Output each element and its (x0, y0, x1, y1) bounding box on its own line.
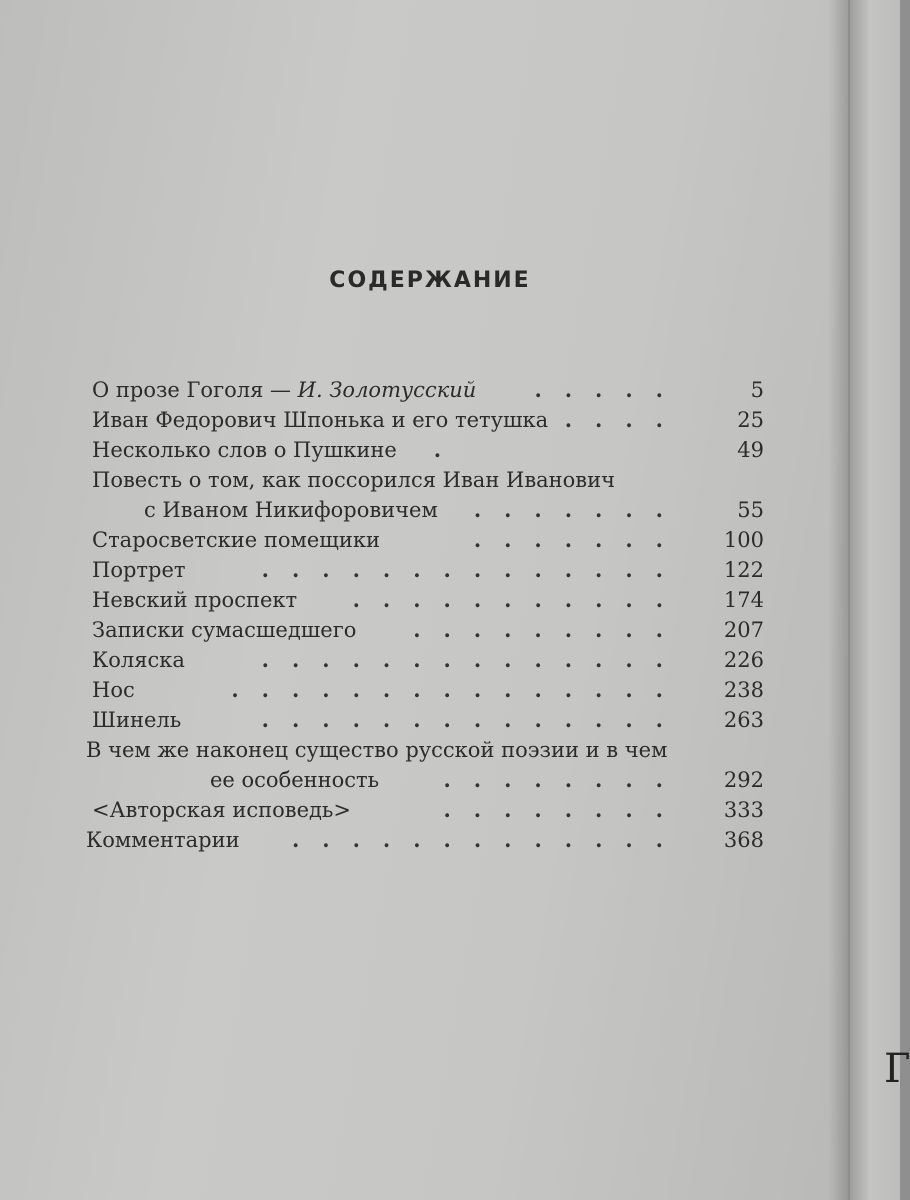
toc-entry (92, 525, 764, 555)
toc-entry (92, 465, 764, 495)
toc-leader-dots: ..... (534, 377, 686, 402)
toc-leader-dots: . (433, 437, 464, 462)
toc-leader-dots: .............. (261, 707, 686, 732)
toc-entry-page: 25 (737, 408, 764, 432)
toc-entry-label: Невский проспект (92, 588, 298, 612)
adjacent-page-letter: Г (884, 1046, 910, 1092)
toc-entry (92, 705, 764, 735)
toc-entry (92, 795, 764, 825)
toc-leader-dots: ........ (443, 767, 686, 792)
adjacent-page-edge (850, 0, 900, 1200)
toc-leader-dots: .............. (261, 647, 686, 672)
toc-entry (92, 765, 764, 795)
toc-entry-label: с Иваном Никифоровичем (144, 498, 438, 522)
toc-entry-label: О прозе Гоголя — И. Золотусский (92, 378, 477, 402)
toc-entry-label: Комментарии (86, 828, 240, 852)
toc-entry (92, 495, 764, 525)
toc-leader-dots: ........... (352, 587, 686, 612)
toc-entry-label: Портрет (92, 558, 186, 582)
toc-leader-dots: ....... (473, 497, 686, 522)
toc-entry-label: Старосветские помещики (92, 528, 380, 552)
toc-entry-label: Нос (92, 678, 135, 702)
toc-entry-page: 226 (723, 648, 764, 672)
toc-entry-page: 55 (737, 498, 764, 522)
toc-entry (92, 615, 764, 645)
toc-entry-label: Повесть о том, как поссорился Иван Иванович (92, 468, 616, 492)
toc-entry-author: И. Золотусский (297, 378, 477, 402)
toc-entry-page: 122 (723, 558, 764, 582)
toc-leader-dots: ............... (231, 677, 686, 702)
toc-entry (92, 555, 764, 585)
toc-entry-page: 100 (723, 528, 764, 552)
toc-entry-page: 263 (723, 708, 764, 732)
toc-entry-label: В чем же наконец существо русской поэзии и в чем (86, 738, 668, 762)
toc-entry (92, 435, 764, 465)
toc-leader-dots: ........ (443, 797, 686, 822)
toc-leader-dots: ......... (413, 617, 686, 642)
page-title: СОДЕРЖАНИЕ (329, 268, 531, 293)
toc-entry-page: 207 (723, 618, 764, 642)
toc-entry-label: Записки сумасшедшего (92, 618, 357, 642)
toc-entry-label: Шинель (92, 708, 182, 732)
toc-entry-label: ее особенность (210, 768, 380, 792)
table-of-contents (86, 375, 764, 855)
toc-entry-page: 238 (723, 678, 764, 702)
toc-leader-dots: ............. (291, 827, 686, 852)
toc-leader-dots: ....... (473, 527, 686, 552)
toc-entry-page: 174 (723, 588, 764, 612)
toc-entry-label: Несколько слов о Пушкине (92, 438, 397, 462)
toc-entry-page: 49 (737, 438, 764, 462)
toc-entry-label: Иван Федорович Шпонька и его тетушка (92, 408, 549, 432)
toc-leader-dots: .... (564, 407, 686, 432)
toc-entry (92, 645, 764, 675)
toc-entry (92, 585, 764, 615)
toc-entry (92, 675, 764, 705)
page-shadow (828, 0, 848, 1200)
toc-entry-page: 5 (750, 378, 764, 402)
toc-entry-label: <Авторская исповедь> (92, 798, 351, 822)
toc-entry (92, 375, 764, 405)
toc-entry (86, 735, 764, 765)
toc-entry-page: 292 (723, 768, 764, 792)
toc-entry (86, 825, 764, 855)
toc-entry-page: 333 (723, 798, 764, 822)
toc-entry (92, 405, 764, 435)
toc-leader-dots: .............. (261, 557, 686, 582)
toc-entry-label: Коляска (92, 648, 185, 672)
toc-entry-page: 368 (723, 828, 764, 852)
